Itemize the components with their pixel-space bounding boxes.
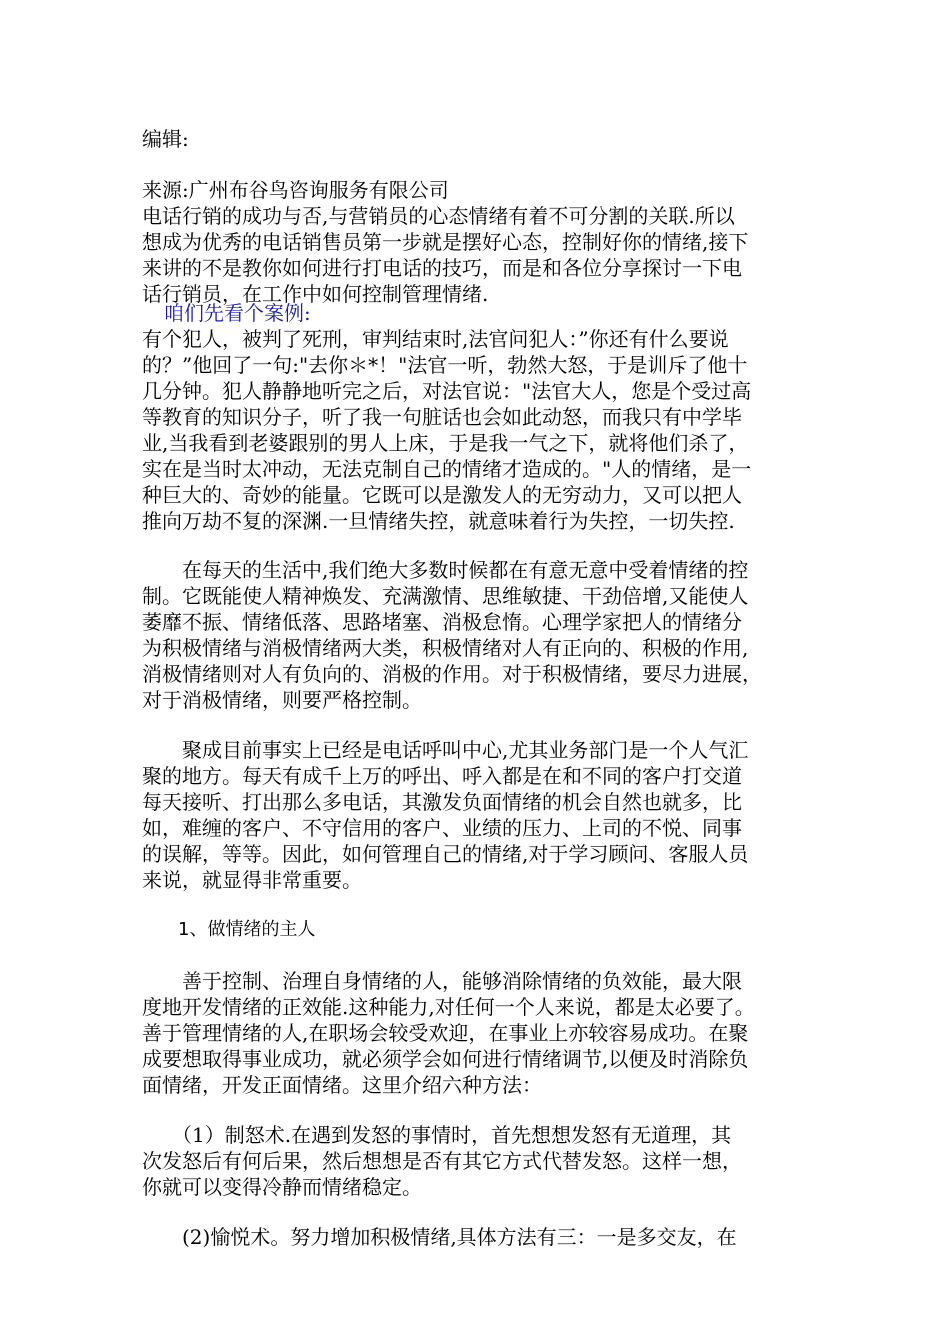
emotion-master-line: 善于管理情绪的人,在职场会较受欢迎，在事业上亦较容易成功。在聚 xyxy=(142,1021,749,1045)
case-intro: 咱们先看个案例: xyxy=(164,301,311,325)
call-center-line: 的误解，等等。因此，如何管理自己的情绪,对于学习顾问、客服人员 xyxy=(142,842,749,866)
call-center-line: 每天接听、打出那么多电话，其激发负面情绪的机会自然也就多，比 xyxy=(142,790,742,814)
daily-life-line: 在每天的生活中,我们绝大多数时候都在有意无意中受着情绪的控 xyxy=(142,558,749,582)
section-heading: 1、做情绪的主人 xyxy=(142,919,316,940)
daily-life-line: 萎靡不振、情绪低落、思路堵塞、消极怠惰。心理学家把人的情绪分 xyxy=(142,610,742,634)
case-story-line: 有个犯人，被判了死刑，审判结束时,法官问犯人：”你还有什么要说 xyxy=(142,327,729,351)
intro-line: 想成为优秀的电话销售员第一步就是摆好心态，控制好你的情绪,接下 xyxy=(142,230,749,254)
daily-life-line: 制。它既能使人精神焕发、充满激情、思维敏捷、干劲倍增,又能使人 xyxy=(142,584,749,608)
emotion-master-line: 成要想取得事业成功，就必须学会如何进行情绪调节,以便及时消除负 xyxy=(142,1047,749,1071)
intro-line: 电话行销的成功与否,与营销员的心态情绪有着不可分割的关联.所以 xyxy=(142,204,735,228)
case-story-line: 实在是当时太冲动，无法克制自己的情绪才造成的。"人的情绪，是一 xyxy=(142,457,752,481)
emotion-master-line: 度地开发情绪的正效能.这种能力,对任何一个人来说，都是太必要了。 xyxy=(142,995,755,1019)
emotion-master-line: 面情绪，开发正面情绪。这里介绍六种方法： xyxy=(142,1073,542,1097)
case-story-line: 业,当我看到老婆跟别的男人上床，于是我一气之下，就将他们杀了， xyxy=(142,431,749,455)
daily-life-line: 对于消极情绪，则要严格控制。 xyxy=(142,688,422,712)
emotion-master-line: 善于控制、治理自身情绪的人，能够消除情绪的负效能，最大限 xyxy=(142,969,742,993)
editor-label: 编辑: xyxy=(142,127,189,151)
call-center-line: 如，难缠的客户、不守信用的客户、业绩的压力、上司的不悦、同事 xyxy=(142,816,742,840)
case-story-line: 等教育的知识分子，听了我一句脏话也会如此动怒，而我只有中学毕 xyxy=(142,405,742,429)
method-1-line: 你就可以变得冷静而情绪稳定。 xyxy=(142,1175,422,1199)
case-story-line: 几分钟。犯人静静地听完之后，对法官说："法官大人，您是个受过高 xyxy=(142,379,752,403)
method-1-line: （1）制怒术.在遇到发怒的事情时，首先想想发怒有无道理，其 xyxy=(142,1123,732,1147)
method-1-line: 次发怒后有何后果，然后想想是否有其它方式代替发怒。这样一想， xyxy=(142,1149,742,1173)
case-story-line: 推向万劫不复的深渊.一旦情绪失控，就意味着行为失控，一切失控. xyxy=(142,509,735,533)
case-story-line: 种巨大的、奇妙的能量。它既可以是激发人的无穷动力，又可以把人 xyxy=(142,483,742,507)
source-line: 来源:广州布谷鸟咨询服务有限公司 xyxy=(142,178,449,202)
intro-line: 来讲的不是教你如何进行打电话的技巧，而是和各位分享探讨一下电 xyxy=(142,256,742,280)
intro-line: 话行销员，在工作中如何控制管理情绪. xyxy=(142,282,489,306)
daily-life-line: 消极情绪则对人有负向的、消极的作用。对于积极情绪，要尽力进展， xyxy=(142,662,762,686)
method-2-line: (2)愉悦术。努力增加积极情绪,具体方法有三：一是多交友，在 xyxy=(142,1225,737,1249)
call-center-line: 来说，就显得非常重要。 xyxy=(142,868,362,892)
daily-life-line: 为积极情绪与消极情绪两大类，积极情绪对人有正向的、积极的作用, xyxy=(142,636,749,660)
call-center-line: 聚成目前事实上已经是电话呼叫中心,尤其业务部门是一个人气汇 xyxy=(142,738,749,762)
case-story-line: 的？”他回了一句:"去你＊*！"法官一听，勃然大怒，于是训斥了他十 xyxy=(142,353,748,377)
call-center-line: 聚的地方。每天有成千上万的呼出、呼入都是在和不同的客户打交道 xyxy=(142,764,742,788)
